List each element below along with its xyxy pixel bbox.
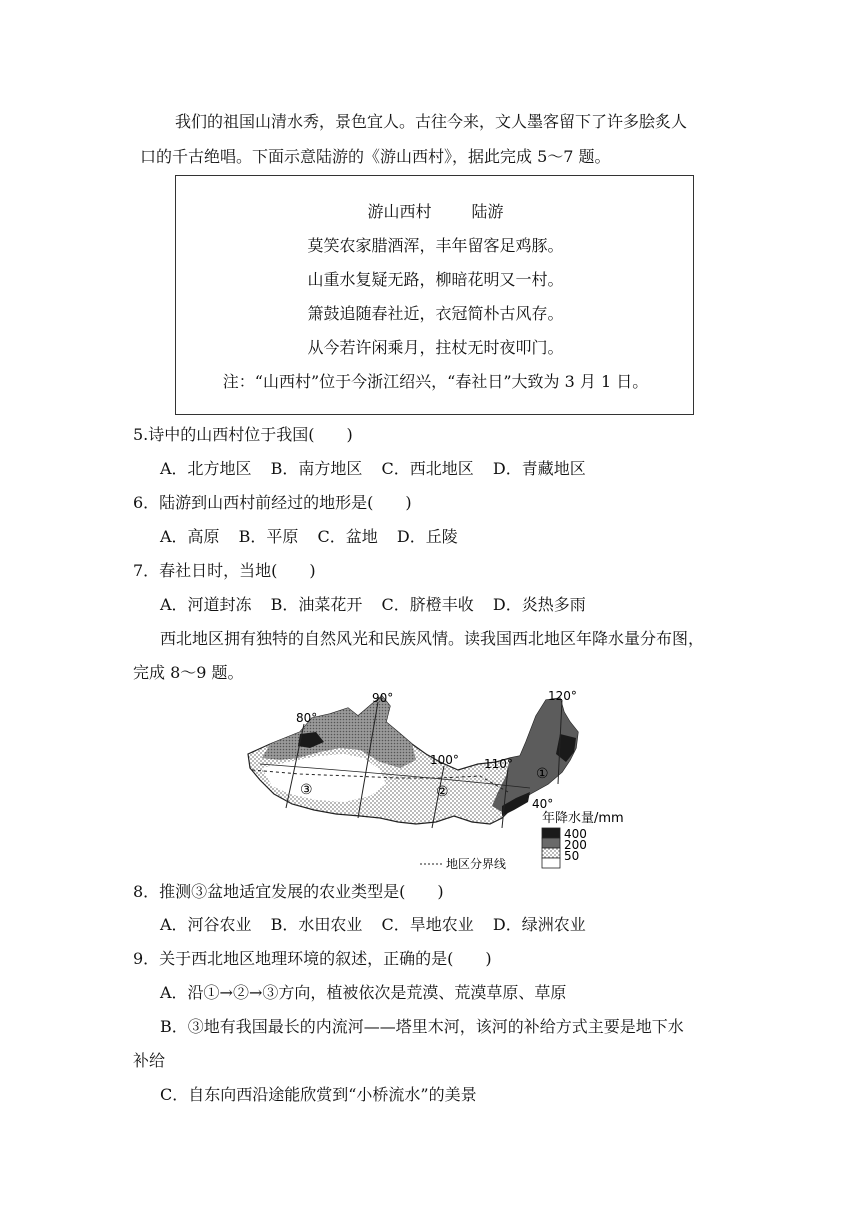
- question-7-options: [160, 593, 600, 617]
- label-80: 80°: [296, 711, 318, 725]
- question-5-option-c[interactable]: C．西北地区: [381, 459, 474, 478]
- poem-line-2: 山重水复疑无路，柳暗花明又一村。: [307, 270, 564, 289]
- question-7-option-a[interactable]: A．河道封冻: [160, 595, 252, 614]
- question-9-option-b-continued: 补给: [133, 1051, 166, 1070]
- label-120: 120°: [548, 689, 577, 703]
- poem-note: 注：“山西村”位于今浙江绍兴，“春社日”大致为 3 月 1 日。: [222, 372, 649, 391]
- label-100: 100°: [430, 753, 459, 767]
- region-marker-2: ②: [436, 784, 449, 800]
- legend-swatch-200: [542, 838, 560, 848]
- question-5-option-b[interactable]: B．南方地区: [270, 459, 363, 478]
- question-5-options: [160, 457, 600, 481]
- question-8-stem: 8．推测③盆地适宜发展的农业类型是( ): [133, 882, 444, 901]
- legend-swatch-400: [542, 828, 560, 838]
- question-7-option-d[interactable]: D．炎热多雨: [492, 595, 586, 614]
- question-6-stem: 6．陆游到山西村前经过的地形是( ): [133, 493, 412, 512]
- poem-author: 陆游: [471, 202, 504, 221]
- legend-swatch-50: [542, 848, 560, 858]
- question-8-option-a[interactable]: A．河谷农业: [160, 915, 252, 934]
- question-8-options: [160, 913, 600, 937]
- question-7-stem: 7．春社日时，当地( ): [133, 561, 316, 580]
- poem-title: 游山西村: [367, 202, 432, 221]
- poem-heading: [176, 200, 695, 224]
- question-6-option-a[interactable]: A．高原: [160, 527, 220, 546]
- region-marker-1: ①: [536, 766, 549, 782]
- question-6-option-d[interactable]: D．丘陵: [396, 527, 458, 546]
- question-8-option-d[interactable]: D．绿洲农业: [492, 915, 586, 934]
- question-6-option-b[interactable]: B．平原: [238, 527, 299, 546]
- boundary-legend-label: 地区分界线: [446, 857, 507, 871]
- intro2-line-1: 西北地区拥有独特的自然风光和民族风情。读我国西北地区年降水量分布图，: [160, 629, 705, 648]
- question-6-options: [160, 525, 472, 549]
- question-5-stem: 5.诗中的山西村位于我国( ): [133, 425, 353, 444]
- intro-paragraph-line-1: 我们的祖国山清水秀，景色宜人。古往今来，文人墨客留下了许多脍炙人: [175, 112, 688, 131]
- poem-line-3: 箫鼓追随春社近，衣冠简朴古风存。: [307, 304, 564, 323]
- question-9-option-b[interactable]: B．③地有我国最长的内流河——塔里木河，该河的补给方式主要是地下水: [160, 1017, 684, 1036]
- legend-value-400: 400: [564, 827, 587, 841]
- precipitation-map: [240, 688, 630, 873]
- question-9-option-a[interactable]: A．沿①→②→③方向，植被依次是荒漠、荒漠草原、草原: [160, 983, 567, 1002]
- intro2-line-2: 完成 8～9 题。: [133, 663, 244, 682]
- intro-paragraph-line-2: 口的千古绝唱。下面示意陆游的《游山西村》，据此完成 5～7 题。: [140, 147, 611, 166]
- question-6-option-c[interactable]: C．盆地: [317, 527, 378, 546]
- question-7-option-c[interactable]: C．脐橙丰收: [381, 595, 474, 614]
- question-8-option-b[interactable]: B．水田农业: [270, 915, 363, 934]
- question-7-option-b[interactable]: B．油菜花开: [270, 595, 363, 614]
- legend-value-200: 200: [564, 838, 587, 852]
- label-110: 110°: [484, 757, 513, 771]
- question-9-stem: 9．关于西北地区地理环境的叙述，正确的是( ): [133, 949, 492, 968]
- question-9-option-c[interactable]: C．自东向西沿途能欣赏到“小桥流水”的美景: [160, 1085, 477, 1104]
- poem-line-4: 从今若许闲乘月，拄杖无时夜叩门。: [307, 338, 564, 357]
- question-5-option-d[interactable]: D．青藏地区: [492, 459, 586, 478]
- label-90: 90°: [372, 691, 394, 705]
- legend-title: 年降水量/mm: [542, 811, 624, 826]
- region-marker-3: ③: [300, 782, 313, 798]
- poem-box: [175, 175, 694, 415]
- question-5-option-a[interactable]: A．北方地区: [160, 459, 252, 478]
- question-8-option-c[interactable]: C．旱地农业: [381, 915, 474, 934]
- poem-line-1: 莫笑农家腊酒浑，丰年留客足鸡豚。: [307, 236, 564, 255]
- legend-swatch-lowest: [542, 858, 560, 868]
- label-40-lat: 40°: [532, 797, 554, 811]
- legend-value-50: 50: [564, 849, 580, 863]
- precipitation-map-svg: [240, 688, 630, 873]
